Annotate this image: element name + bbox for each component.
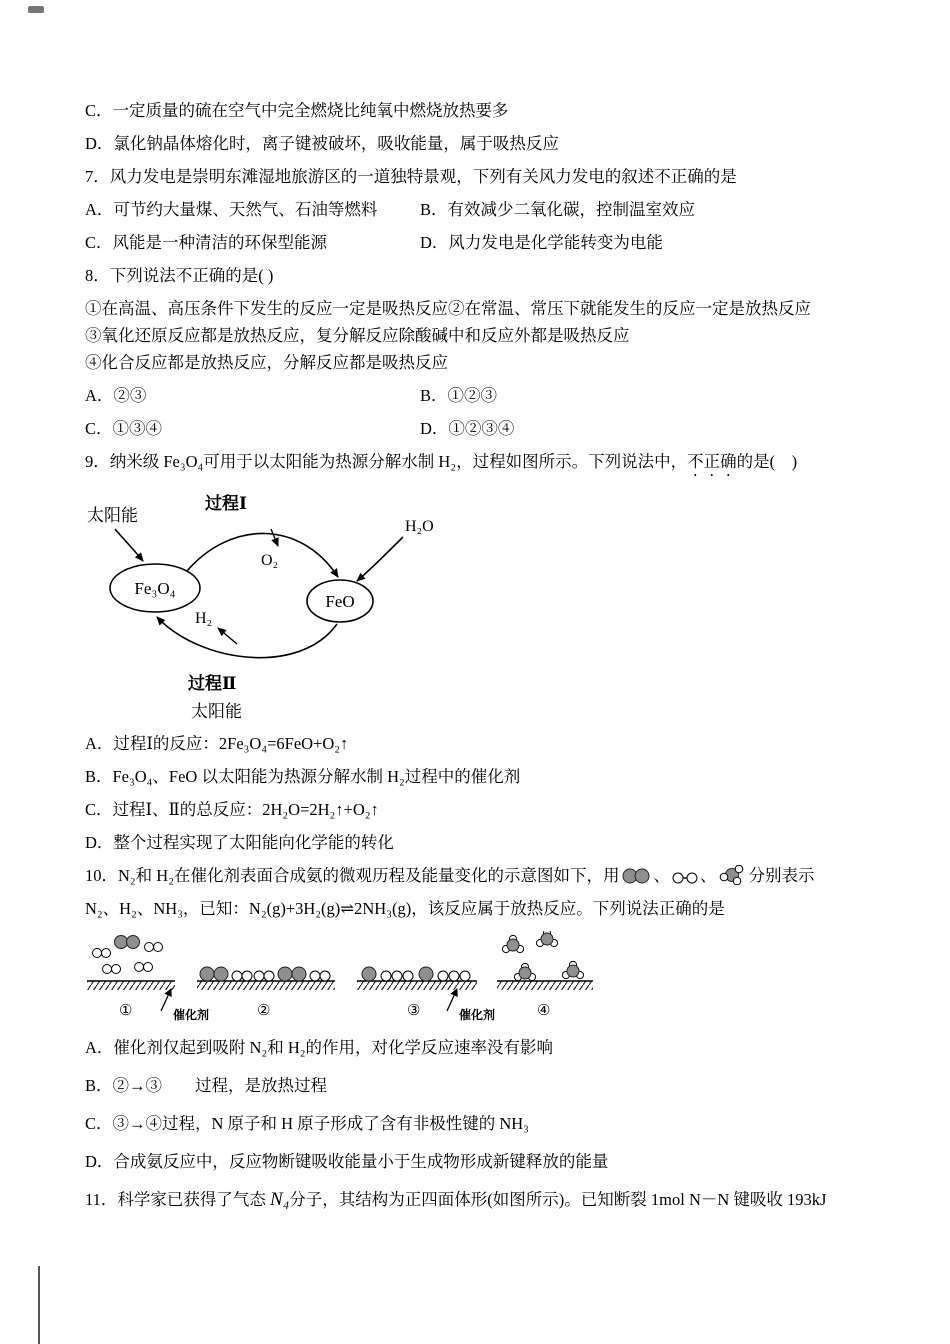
n2-molecule-icon — [621, 867, 651, 885]
panel-1-free-molecules — [93, 936, 163, 974]
q8-item-3: ③氧化还原反应都是放热反应，复分解反应除酸碱中和反应外都是吸热反应 — [85, 326, 630, 345]
q7-option-d: D．风力发电是化学能转变为电能 — [420, 233, 663, 252]
q10-separator-2: 、 — [699, 866, 717, 885]
q8-option-a: A．②③ — [85, 386, 147, 405]
q10-stem-suffix: 分别表示 — [748, 866, 815, 885]
catalyst-surface-3 — [357, 981, 477, 990]
panel-2-adsorbed-molecules — [200, 967, 330, 981]
q10-option-a: A．催化剂仅起到吸附 N₂和 H₂的作用，对化学反应速率没有影响 — [85, 1038, 554, 1057]
process-2-arrow — [157, 617, 337, 658]
catalyst-surface-4 — [497, 981, 593, 990]
q7-options-row-1 — [85, 199, 865, 221]
q6-option-d: D．氯化钠晶体熔化时，离子键被破坏，吸收能量，属于吸热反应 — [85, 134, 559, 153]
q7-option-b: B．有效减少二氧化碳，控制温室效应 — [420, 200, 696, 219]
q9-cycle-diagram — [85, 491, 545, 723]
q9-stem-suffix: 的是( ) — [736, 452, 798, 471]
q9-option-c: C．过程Ⅰ、Ⅱ的总反应：2H₂O=2H₂↑+O₂↑ — [85, 800, 379, 819]
h2-molecule-icon — [672, 871, 698, 885]
q7-option-a: A．可节约大量煤、天然气、石油等燃料 — [85, 200, 378, 219]
scan-artifact-left-line — [38, 1266, 40, 1344]
panel-4-ammonia-molecules — [502, 931, 583, 981]
o2-release-arrow — [271, 529, 278, 546]
q9-o2-label: O₂ — [261, 552, 279, 569]
q9-h2-label: H₂ — [195, 610, 213, 627]
q10-step-3-label: ③ — [407, 1003, 421, 1019]
q10-mechanism-diagram — [85, 931, 615, 1027]
q11-n4-formula: N₄ — [270, 1189, 290, 1210]
q9-h2o-label: H₂O — [405, 518, 434, 535]
q8-option-b: B．①②③ — [420, 386, 498, 405]
q10-catalyst-right-label: 催化剂 — [459, 1008, 496, 1022]
q10-stem-line2: N₂、H₂、NH₃，已知：N₂(g)+3H₂(g)⇌2NH₃(g)，该反应属于放热反应。下列说法正确的是 — [85, 899, 725, 918]
panel-3-dissociated-atoms — [362, 967, 470, 981]
q11-stem — [85, 1189, 865, 1211]
q9-process-2-label: 过程Ⅱ — [188, 674, 237, 693]
catalyst-surface-1 — [87, 981, 175, 990]
q9-feo-label: FeO — [325, 592, 355, 611]
q9-solar-top-label: 太阳能 — [87, 506, 138, 525]
catalyst-right-arrow — [447, 989, 457, 1011]
q6-option-c: C．一定质量的硫在空气中完全燃烧比纯氧中燃烧放热要多 — [85, 101, 509, 120]
q9-option-b: B．Fe₃O₄、FeO 以太阳能为热源分解水制 H₂过程中的催化剂 — [85, 767, 521, 786]
q10-option-c: C．③→④过程，N 原子和 H 原子形成了含有非极性键的 NH₃ — [85, 1114, 529, 1133]
q7-options-row-2 — [85, 232, 865, 254]
q11-stem-suffix: 分子，其结构为正四面体形(如图所示)。已知断裂 1mol N－N 键吸收 193kJ — [289, 1190, 827, 1209]
q9-solar-bottom-label: 太阳能 — [191, 702, 242, 721]
q9-fe3o4-label: Fe₃O₄ — [134, 579, 176, 598]
q8-options-row-2 — [85, 418, 865, 440]
q10-stem-line1 — [85, 865, 865, 887]
q8-option-d: D．①②③④ — [420, 419, 515, 438]
nh3-molecule-icon — [718, 865, 746, 885]
q10-separator-1: 、 — [653, 866, 670, 885]
q9-stem — [85, 451, 865, 480]
catalyst-left-arrow — [161, 989, 171, 1011]
q10-stem-prefix: 10．N₂和 H₂在催化剂表面合成氨的微观历程及能量变化的示意图如下，用 — [85, 866, 620, 885]
q7-option-c: C．风能是一种清洁的环保型能源 — [85, 233, 328, 252]
q7-stem: 7．风力发电是崇明东滩湿地旅游区的一道独特景观，下列有关风力发电的叙述不正确的是 — [85, 167, 737, 186]
q9-option-d: D．整个过程实现了太阳能向化学能的转化 — [85, 833, 394, 852]
q8-item-1-2: ①在高温、高压条件下发生的反应一定是吸热反应②在常温、常压下就能发生的反应一定是放热反应 — [85, 299, 811, 318]
q9-stem-emphasis: 不正确 — [687, 452, 737, 471]
q8-options-row-1 — [85, 385, 865, 407]
scan-artifact-top-left — [28, 6, 44, 13]
q8-option-c: C．①③④ — [85, 419, 163, 438]
h2-release-arrow — [218, 628, 237, 644]
catalyst-surface-2 — [197, 981, 335, 990]
q9-process-1-label: 过程Ⅰ — [205, 494, 247, 513]
q8-item-4: ④化合反应都是放热反应，分解反应都是吸热反应 — [85, 353, 448, 372]
q9-option-a: A．过程Ⅰ的反应：2Fe₃O₄=6FeO+O₂↑ — [85, 734, 349, 753]
q10-step-1-label: ① — [119, 1003, 133, 1019]
q10-step-2-label: ② — [257, 1003, 271, 1019]
q8-stem: 8．下列说法不正确的是( ) — [85, 266, 274, 285]
q9-stem-prefix: 9．纳米级 Fe₃O₄可用于以太阳能为热源分解水制 H₂，过程如图所示。下列说法中， — [85, 452, 688, 471]
solar-to-fe3o4-arrow — [115, 529, 143, 561]
q10-option-d: D．合成氨反应中，反应物断键吸收能量小于生成物形成新键释放的能量 — [85, 1152, 609, 1171]
q10-step-4-label: ④ — [537, 1003, 551, 1019]
q11-stem-prefix: 11．科学家已获得了气态 — [85, 1190, 271, 1209]
h2o-input-arrow — [357, 537, 403, 581]
q10-option-b: B．②→③ 过程，是放热过程 — [85, 1076, 328, 1095]
q10-catalyst-left-label: 催化剂 — [173, 1008, 210, 1022]
